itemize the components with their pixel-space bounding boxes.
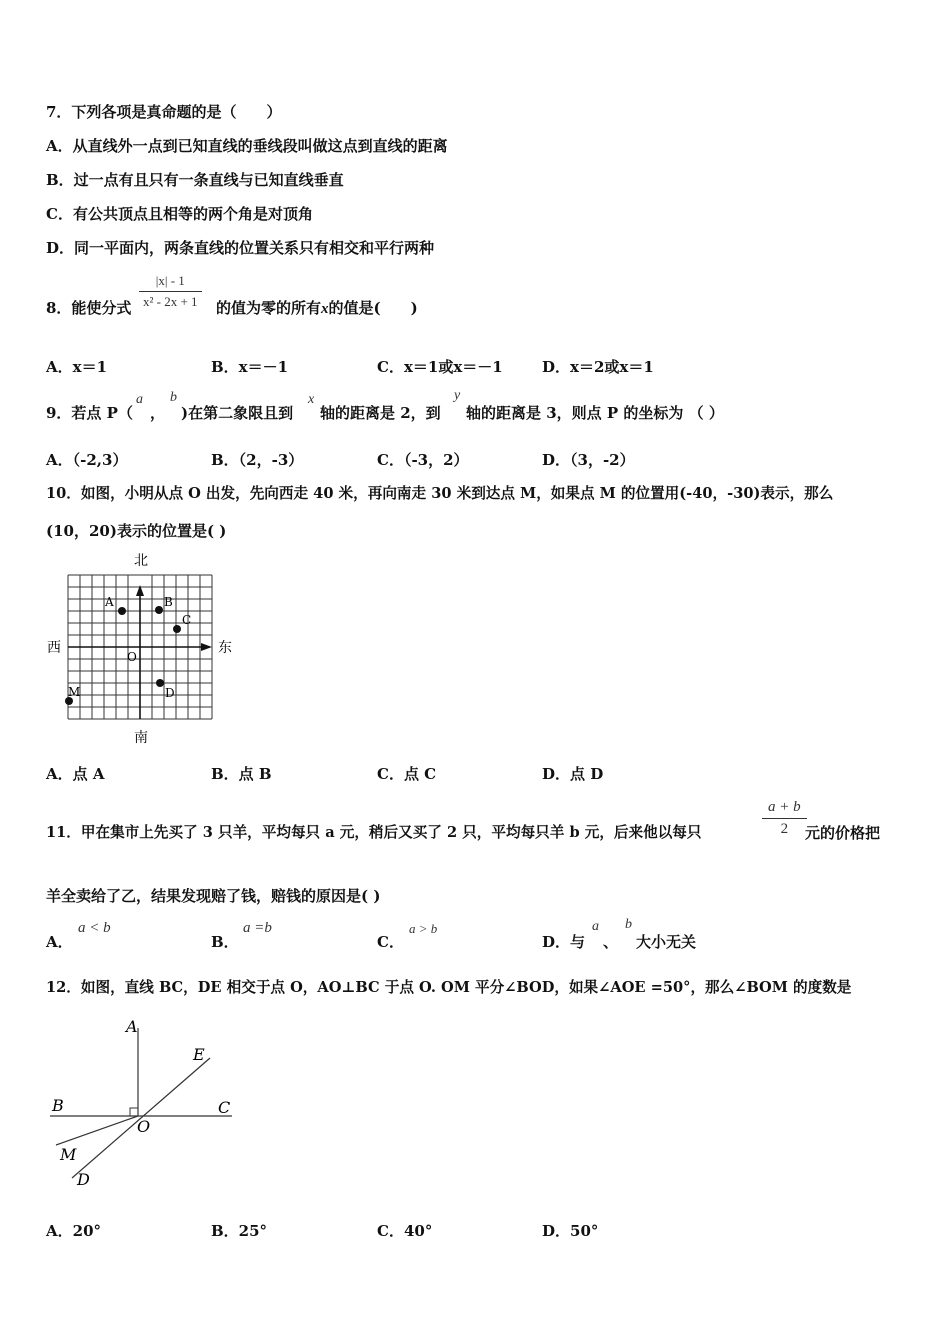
q8-fraction-numerator: |x| - 1: [155, 273, 185, 288]
q8-fraction: [139, 273, 202, 310]
label-e: E: [193, 1045, 205, 1064]
label-b: B: [52, 1096, 64, 1115]
q7-stem: 7．下列各项是真命题的是（ ）: [46, 103, 282, 121]
q11-fraction: [762, 799, 807, 838]
q11-option-a-expr: a < b: [78, 920, 111, 936]
label-c: C: [218, 1098, 231, 1117]
q11-option-c-label: C．: [377, 933, 404, 951]
q11-option-c-expr: a > b: [409, 921, 438, 936]
q10-option-c: C．点 C: [377, 765, 437, 783]
q8-fraction-denominator: x² - 2x + 1: [139, 291, 202, 310]
q7-option-a: A．从直线外一点到已知直线的垂线段叫做这点到直线的距离: [46, 137, 448, 155]
point-a-dot: [118, 607, 126, 615]
q11-option-d-var-a: a: [592, 919, 599, 934]
q9-stem-prefix: 9．若点 P（: [46, 404, 133, 422]
label-d: D: [77, 1170, 90, 1189]
label-point-d: D: [165, 686, 175, 700]
q9-stem-part3: 轴的距离是 2，到: [320, 404, 441, 422]
q11-fraction-numerator: a + b: [768, 799, 801, 815]
q10-option-b: B．点 B: [211, 765, 272, 783]
q11-stem-line1-end: 元的价格把: [805, 824, 881, 842]
q8-option-b: B．x＝－1: [211, 358, 289, 376]
label-origin: O: [127, 650, 137, 664]
label-north: 北: [134, 553, 148, 569]
q11-option-b-label: B．: [211, 933, 239, 951]
q10-stem-line1: 10．如图，小明从点 O 出发，先向西走 40 米，再向南走 30 米到达点 M，如果点 M 的位置用(-40，-30)表示，那么: [46, 485, 834, 502]
label-m: M: [60, 1145, 77, 1164]
q8-option-a: A．x＝1: [46, 358, 108, 376]
q11-option-d-end: 大小无关: [636, 933, 697, 951]
q10-stem-line2: (10，20)表示的位置是( ): [46, 522, 227, 540]
q9-var-y: y: [454, 388, 461, 403]
q12-option-c: C．40°: [377, 1222, 433, 1240]
q9-option-c: C．（-3，2）: [377, 451, 469, 469]
label-point-b: B: [164, 595, 173, 609]
q11-option-d-sep: 、: [603, 933, 619, 951]
q12-stem: 12．如图，直线 BC，DE 相交于点 O，AO⊥BC 于点 O. OM 平分∠BOD，如果∠AOE =50°，那么∠BOM 的度数是: [46, 979, 852, 996]
q9-stem-part4: 轴的距离是 3，则点 P 的坐标为 （ ）: [466, 404, 724, 422]
label-point-m: M: [68, 685, 81, 699]
q9-option-a: A．（-2,3）: [46, 451, 128, 469]
q8-suffix-1: 的值为零的所有: [216, 299, 322, 317]
q12-option-b: B．25°: [211, 1222, 268, 1240]
q12-option-a: A．20°: [46, 1222, 102, 1240]
q8-stem-prefix: 8．能使分式: [46, 299, 132, 317]
label-east: 东: [218, 640, 232, 656]
q9-var-b: b: [170, 390, 177, 405]
q9-comma: ，: [150, 404, 166, 422]
point-c-dot: [173, 625, 181, 633]
q8-stem-suffix: [216, 298, 418, 319]
q12-option-d: D．50°: [542, 1222, 599, 1240]
q8-suffix-2: 的值是( ): [328, 299, 418, 317]
label-point-a: A: [105, 595, 114, 609]
q7-option-b: B．过一点有且只有一条直线与已知直线垂直: [46, 171, 344, 189]
q11-option-d-var-b: b: [625, 917, 632, 932]
q11-option-a-label: A．: [46, 933, 73, 951]
q8-option-c: C．x＝1或x＝－1: [377, 358, 503, 376]
q10-option-a: A．点 A: [46, 765, 105, 783]
q11-option-b-expr: a =b: [243, 920, 272, 936]
label-o: O: [137, 1117, 151, 1136]
q7-option-c: C．有公共顶点且相等的两个角是对顶角: [46, 205, 313, 223]
q11-stem-line1: 11．甲在集市上先买了 3 只羊，平均每只 a 元，稍后又买了 2 只，平均每只羊 b 元，后来他以每只: [46, 824, 702, 841]
q12-angle-figure: [44, 1010, 254, 1200]
q11-fraction-denominator: 2: [762, 818, 807, 838]
q9-option-b: B．（2，-3）: [211, 451, 304, 469]
label-a: A: [126, 1017, 138, 1036]
label-point-c: C: [182, 613, 192, 627]
q9-stem-part2: )在第二象限且到: [181, 404, 294, 422]
q10-grid-figure: [44, 548, 244, 748]
ray-om: [56, 1116, 138, 1145]
q8-option-d: D．x＝2或x＝1: [542, 358, 654, 376]
label-south: 南: [134, 730, 148, 746]
q10-option-d: D．点 D: [542, 765, 604, 783]
q11-stem-line2: 羊全卖给了乙，结果发现赔了钱，赔钱的原因是( ): [46, 887, 381, 905]
point-d-dot: [156, 679, 164, 687]
q7-option-d: D．同一平面内，两条直线的位置关系只有相交和平行两种: [46, 239, 435, 257]
q9-var-a: a: [136, 392, 143, 407]
right-angle-mark: [130, 1108, 138, 1116]
east-arrow-icon: [201, 643, 212, 651]
point-b-dot: [155, 606, 163, 614]
label-west: 西: [47, 640, 61, 656]
q11-option-d-label: D．与: [542, 933, 586, 951]
q9-var-x: x: [308, 392, 315, 407]
q9-option-d: D．（3，-2）: [542, 451, 635, 469]
q8-var-x: x: [321, 301, 329, 317]
